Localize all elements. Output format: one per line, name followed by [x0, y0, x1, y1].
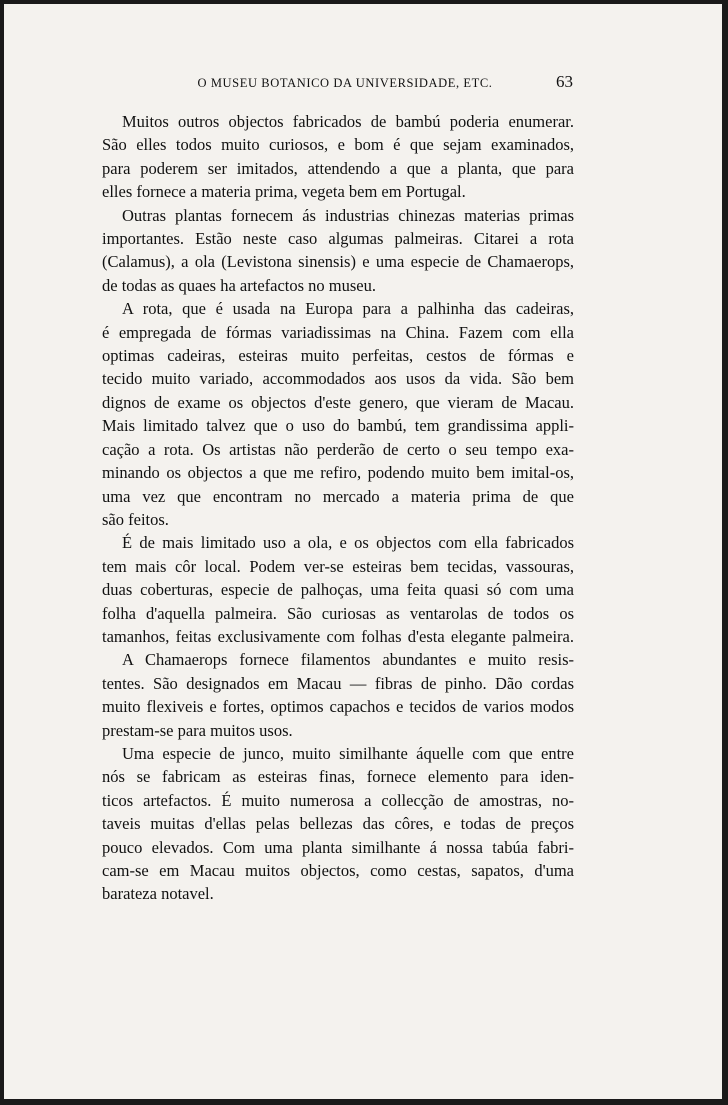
text-line: de todas as quaes ha artefactos no museu.: [102, 275, 376, 295]
text-line: minando os objectos a que me refiro, podendo muito bem imital-os,: [102, 463, 574, 483]
text-line: muito flexiveis e fortes, optimos capachos e tecidos de varios modos: [102, 697, 574, 717]
text-line: optimas cadeiras, esteiras muito perfeitas, cestos de fórmas e: [102, 346, 574, 366]
text-line: para poderem ser imitados, attendendo a que a planta, que para: [102, 158, 574, 178]
text-line: Mais limitado talvez que o uso do bambú, tem grandissima appli-: [102, 416, 574, 436]
text-line: são feitos.: [102, 509, 169, 529]
text-line: Uma especie de junco, muito similhante áquelle com que entre: [122, 743, 574, 763]
text-line: tentes. São designados em Macau — fibras de pinho. Dão cordas: [102, 673, 574, 693]
text-line: taveis muitas d'ellas pelas bellezas das côres, e todas de preços: [102, 814, 574, 834]
text-line: ticos artefactos. É muito numerosa a collecção de amostras, no-: [102, 790, 574, 810]
text-line: importantes. Estão neste caso algumas palmeiras. Citarei a rota: [102, 229, 574, 249]
body-text: [102, 110, 574, 906]
text-line: dignos de exame os objectos d'este genero, que vieram de Macau.: [102, 392, 574, 412]
text-line: (Calamus), a ola (Levistona sinensis) e uma especie de Chamaerops,: [102, 252, 574, 272]
text-line: elles fornece a materia prima, vegeta bem em Portugal.: [102, 182, 466, 202]
text-line: é empregada de fórmas variadissimas na China. Fazem com ella: [102, 322, 574, 342]
text-line: barateza notavel.: [102, 884, 214, 904]
text-line: tem mais côr local. Podem ver-se esteiras bem tecidas, vassouras,: [102, 556, 574, 576]
text-line: prestam-se para muitos usos.: [102, 720, 293, 740]
text-line: Outras plantas fornecem ás industrias chinezas materias primas: [122, 205, 574, 225]
page-number: 63: [556, 72, 573, 91]
text-line: folha d'aquella palmeira. São curiosas as ventarolas de todos os: [102, 603, 574, 623]
text-line: duas coberturas, especie de palhoças, uma feita quasi só com uma: [102, 580, 574, 600]
book-page: [4, 4, 722, 1099]
text-line: nós se fabricam as esteiras finas, fornece elemento para iden-: [102, 767, 574, 787]
text-line: tamanhos, feitas exclusivamente com folhas d'esta elegante palmeira.: [102, 626, 574, 646]
text-line: pouco elevados. Com uma planta similhante á nossa tabúa fabri-: [102, 837, 574, 857]
text-line: cam-se em Macau muitos objectos, como cestas, sapatos, d'uma: [102, 861, 574, 880]
running-title: O MUSEU BOTANICO DA UNIVERSIDADE, ETC.: [197, 76, 493, 90]
text-line: São elles todos muito curiosos, e bom é que sejam examinados,: [102, 135, 574, 155]
text-line: uma vez que encontram no mercado a materia prima de que: [102, 486, 574, 506]
text-line: Muitos outros objectos fabricados de bambú poderia enumerar.: [122, 112, 574, 131]
text-line: A rota, que é usada na Europa para a palhinha das cadeiras,: [122, 299, 574, 319]
text-line: cação a rota. Os artistas não perderão de certo o seu tempo exa-: [102, 439, 574, 459]
text-line: A Chamaerops fornece filamentos abundantes e muito resis-: [122, 650, 574, 670]
text-line: É de mais limitado uso a ola, e os objectos com ella fabricados: [122, 533, 574, 553]
text-line: tecido muito variado, accommodados aos usos da vida. São bem: [102, 369, 574, 389]
